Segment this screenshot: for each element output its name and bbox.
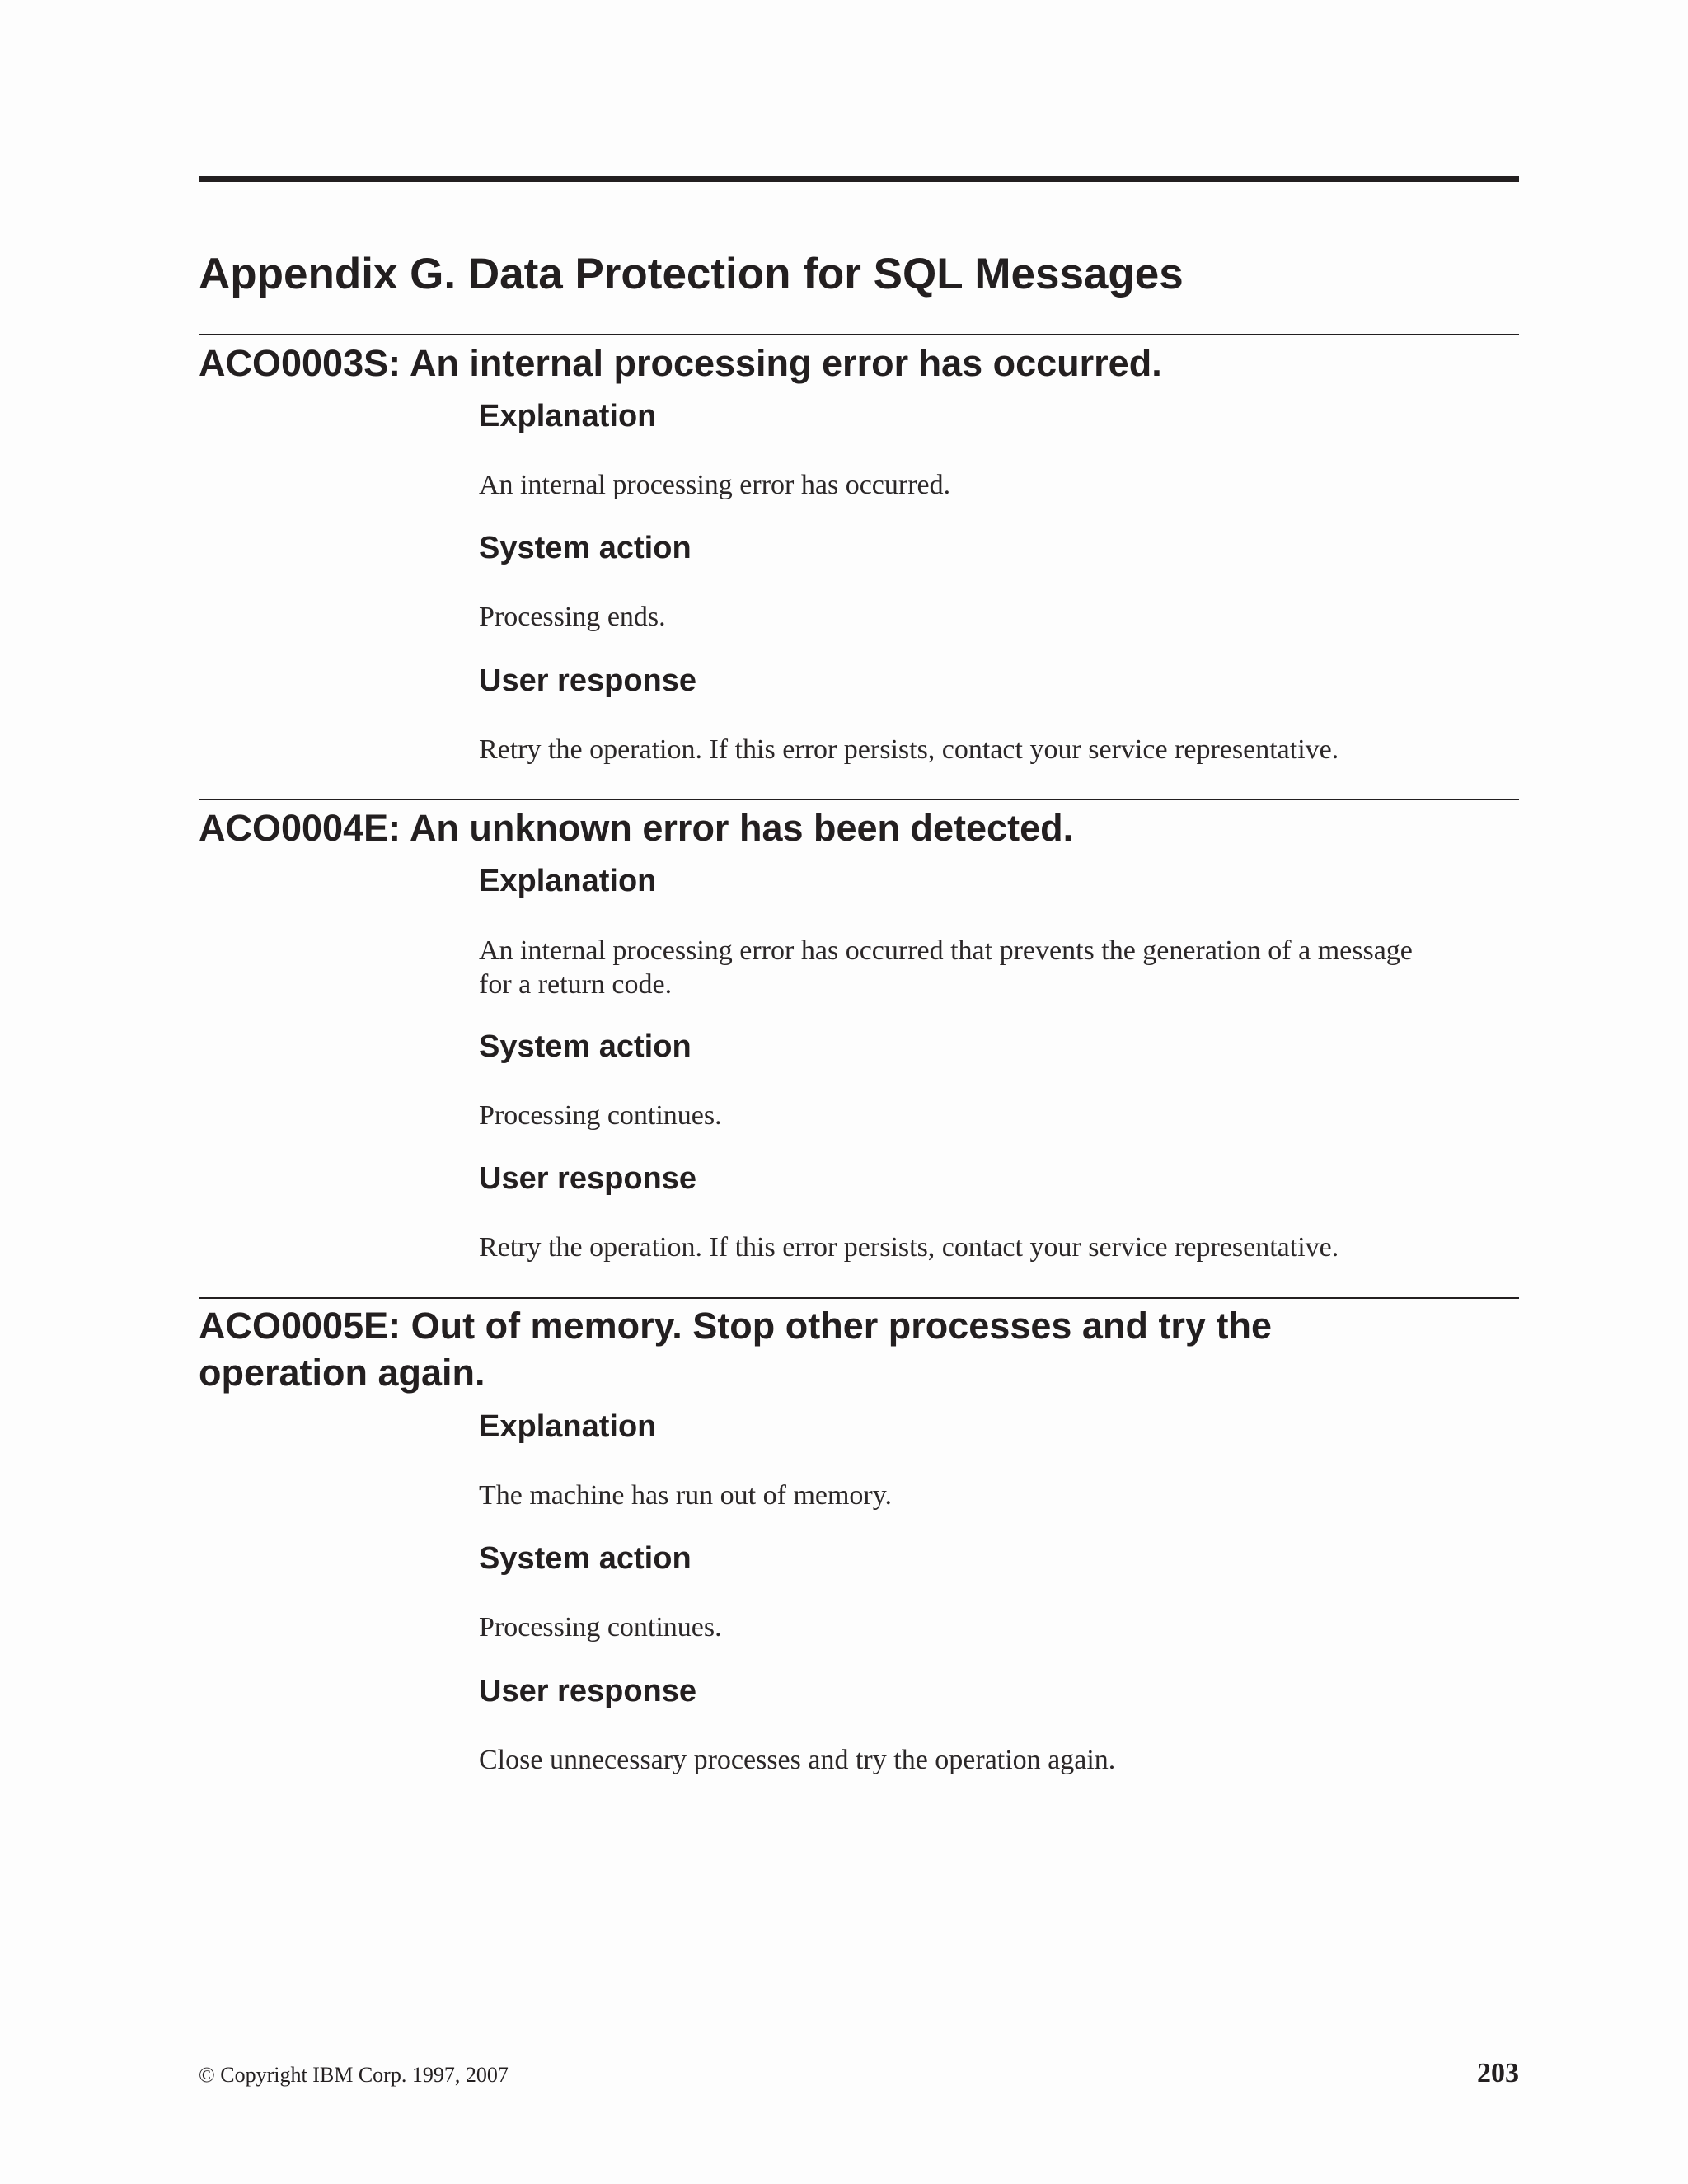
user-response-heading: User response <box>479 1674 697 1708</box>
message-title-aco0004e: ACO0004E: An unknown error has been detected. <box>199 807 1074 849</box>
message-divider <box>199 334 1519 335</box>
explanation-heading: Explanation <box>479 1409 657 1444</box>
message-title-aco0005e-continued: operation again. <box>199 1352 485 1394</box>
explanation-heading: Explanation <box>479 864 657 898</box>
message-divider <box>199 1297 1519 1299</box>
system-action-text: Processing ends. <box>479 602 666 632</box>
user-response-heading: User response <box>479 1161 697 1196</box>
user-response-text: Close unnecessary processes and try the operation again. <box>479 1745 1116 1775</box>
copyright-notice: © Copyright IBM Corp. 1997, 2007 <box>199 2063 509 2087</box>
explanation-heading: Explanation <box>479 399 657 434</box>
explanation-text: An internal processing error has occurred. <box>479 470 951 500</box>
user-response-heading: User response <box>479 663 697 698</box>
system-action-heading: System action <box>479 1029 692 1064</box>
user-response-text: Retry the operation. If this error persists, contact your service representative. <box>479 734 1339 765</box>
appendix-title: Appendix G. Data Protection for SQL Messages <box>199 250 1184 298</box>
system-action-heading: System action <box>479 1541 692 1576</box>
message-divider <box>199 799 1519 800</box>
page-number: 203 <box>1477 2058 1519 2088</box>
system-action-heading: System action <box>479 531 692 565</box>
system-action-text: Processing continues. <box>479 1612 722 1643</box>
message-title-aco0003s: ACO0003S: An internal processing error has occurred. <box>199 342 1162 384</box>
user-response-text: Retry the operation. If this error persists, contact your service representative. <box>479 1232 1339 1263</box>
system-action-text: Processing continues. <box>479 1100 722 1131</box>
message-title-aco0005e: ACO0005E: Out of memory. Stop other processes and try the <box>199 1305 1272 1347</box>
explanation-text: The machine has run out of memory. <box>479 1480 893 1511</box>
explanation-text: An internal processing error has occurred that prevents the generation of a message for a return code. <box>479 935 1413 1000</box>
top-rule <box>199 176 1519 182</box>
